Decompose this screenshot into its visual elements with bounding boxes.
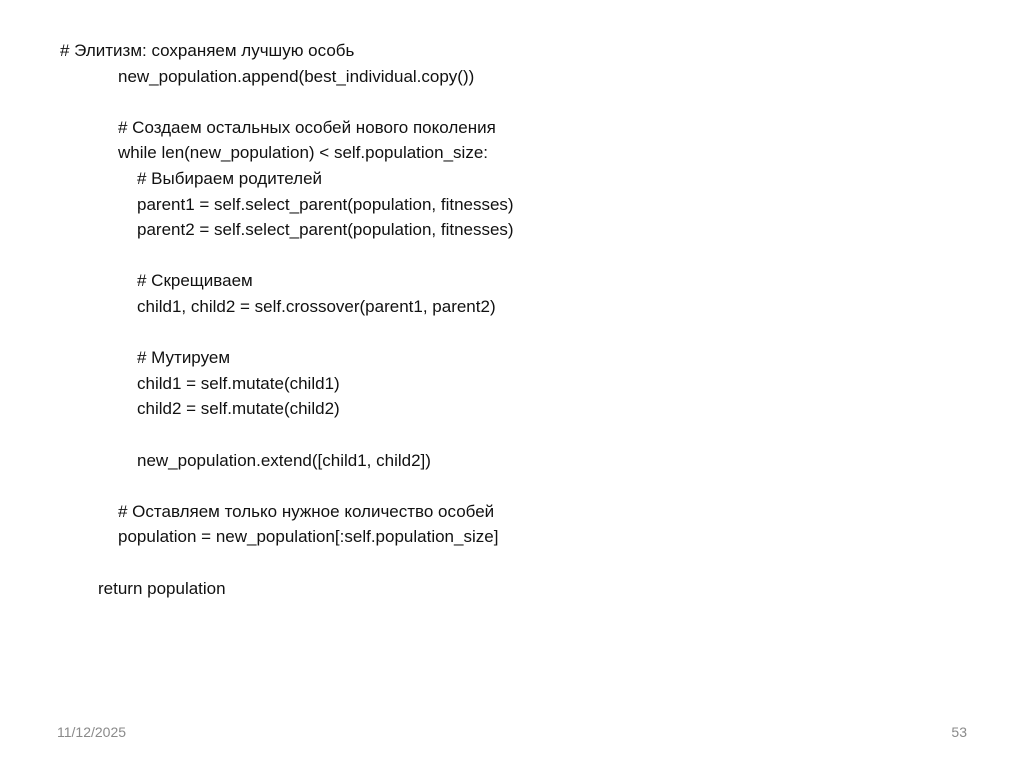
code-line: # Элитизм: сохраняем лучшую особь	[60, 41, 355, 60]
code-line: return population	[98, 579, 226, 598]
code-line: child2 = self.mutate(child2)	[137, 399, 340, 418]
code-line: # Мутируем	[137, 348, 231, 367]
footer-date: 11/12/2025	[57, 724, 127, 740]
code-line: # Скрещиваем	[137, 271, 253, 290]
code-line: parent2 = self.select_parent(population, fitnesses)	[137, 220, 514, 239]
code-line: # Создаем остальных особей нового поколения	[118, 118, 496, 137]
code-line: # Выбираем родителей	[137, 169, 323, 188]
code-line: new_population.append(best_individual.copy())	[118, 67, 475, 86]
footer-page-number: 53	[951, 724, 967, 740]
code-line: parent1 = self.select_parent(population, fitnesses)	[137, 195, 514, 214]
code-line: while len(new_population) < self.population_size:	[118, 143, 488, 162]
code-line: population = new_population[:self.population_size]	[118, 527, 499, 546]
code-line: child1, child2 = self.crossover(parent1, parent2)	[137, 297, 496, 316]
code-line: new_population.extend([child1, child2])	[137, 451, 431, 470]
code-line: # Оставляем только нужное количество особей	[118, 502, 495, 521]
code-line: child1 = self.mutate(child1)	[137, 374, 340, 393]
